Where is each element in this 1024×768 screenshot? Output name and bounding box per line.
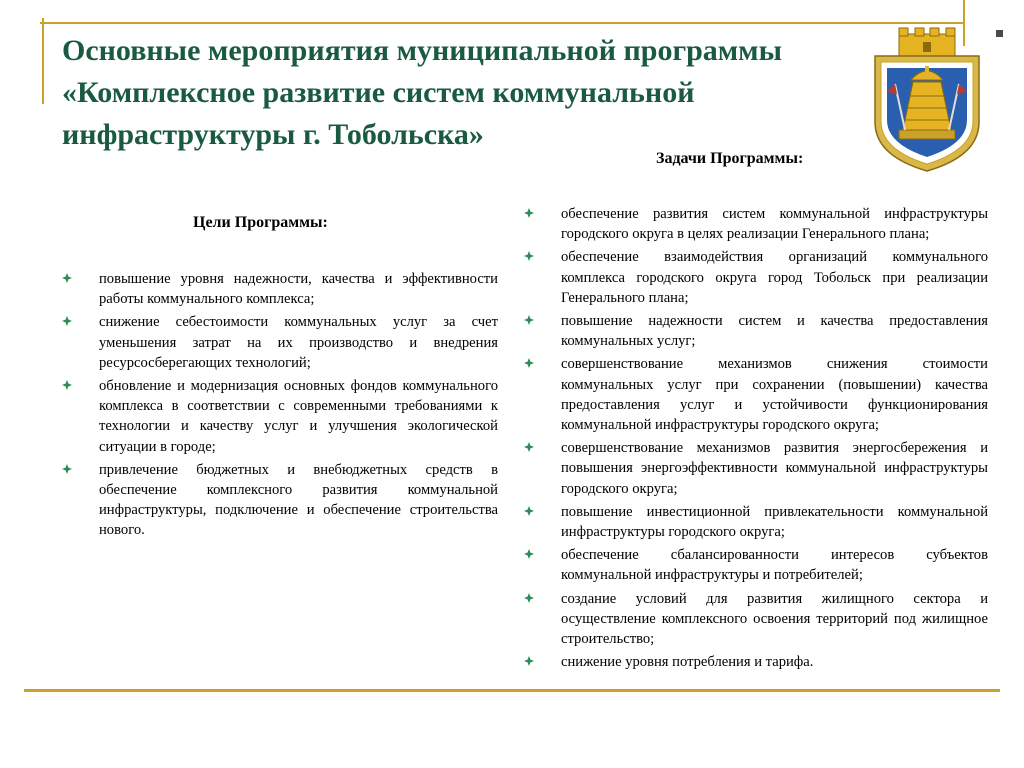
goal-item-text: снижение себестоимости коммунальных услуг за счет уменьшения затрат на их производство и внедрения ресурсосберегающих технологий; <box>99 314 498 371</box>
page-title <box>62 30 892 156</box>
task-item <box>524 502 988 542</box>
diamond-bullet-icon <box>62 464 72 474</box>
diamond-bullet-icon <box>62 273 72 283</box>
goal-item <box>62 312 498 373</box>
title-line-2: «Комплексное развитие систем коммунальной <box>62 76 695 109</box>
corner-mark <box>996 30 1003 37</box>
task-item <box>524 652 988 672</box>
task-item <box>524 311 988 351</box>
tasks-heading: Задачи Программы: <box>656 150 804 167</box>
diamond-bullet-icon <box>62 316 72 326</box>
goal-item <box>62 269 498 309</box>
task-item <box>524 545 988 585</box>
tasks-list <box>524 204 988 675</box>
goal-item <box>62 376 498 457</box>
goal-item-text: обновление и модернизация основных фондов коммунального комплекса в соответствии с современными требованиями к технологии и качеству услуг и улучшения экологической ситуации в городе; <box>99 378 498 455</box>
diamond-bullet-icon <box>62 380 72 390</box>
task-item-text: повышение надежности систем и качества предоставления коммунальных услуг; <box>561 313 988 350</box>
diamond-bullet-icon <box>524 593 534 603</box>
title-line-1: Основные мероприятия муниципальной программы <box>62 34 783 67</box>
task-item-text: обеспечение взаимодействия организаций коммунального комплекса городского округа город Тобольск при реализации Генерального плана; <box>561 249 988 306</box>
task-item <box>524 247 988 308</box>
task-item <box>524 589 988 650</box>
diamond-bullet-icon <box>524 656 534 666</box>
task-item <box>524 354 988 435</box>
task-item-text: обеспечение развития систем коммунальной инфраструктуры городского округа в целях реализации Генерального плана; <box>561 206 988 243</box>
frame-left-rule <box>42 18 44 104</box>
diamond-bullet-icon <box>524 442 534 452</box>
task-item <box>524 438 988 499</box>
diamond-bullet-icon <box>524 549 534 559</box>
diamond-bullet-icon <box>524 251 534 261</box>
goal-item <box>62 460 498 541</box>
frame-bottom-rule <box>24 689 1000 692</box>
task-item-text: создание условий для развития жилищного сектора и осуществление комплексного освоения территорий под жилищное строительство; <box>561 590 988 648</box>
diamond-bullet-icon <box>524 208 534 218</box>
title-line-3: инфраструктуры г. Тобольска» <box>62 118 484 151</box>
goal-item-text: повышение уровня надежности, качества и эффективности работы коммунального комплекса; <box>99 271 498 308</box>
task-item-text: снижение уровня потребления и тарифа. <box>561 654 814 671</box>
task-item-text: совершенствование механизмов развития энергосбережения и повышения энергоэффективности коммунальной инфраструктуры городского округа; <box>561 440 988 497</box>
goals-heading: Цели Программы: <box>193 214 328 231</box>
diamond-bullet-icon <box>524 315 534 325</box>
tobolsk-coat-of-arms-icon <box>869 26 985 174</box>
frame-top-rule <box>40 22 964 24</box>
goals-list <box>62 269 498 544</box>
diamond-bullet-icon <box>524 506 534 516</box>
task-item-text: обеспечение сбалансированности интересов субъектов коммунальной инфраструктуры и потребителей; <box>561 547 988 584</box>
task-item-text: совершенствование механизмов снижения стоимости коммунальных услуг при сохранении (повышении) качества предоставления услуг и устойчивости функционирования коммунальной инфраструктуры городского округа; <box>561 356 988 434</box>
diamond-bullet-icon <box>524 358 534 368</box>
task-item <box>524 204 988 244</box>
task-item-text: повышение инвестиционной привлекательности коммунальной инфраструктуры городского округа; <box>561 503 988 541</box>
goal-item-text: привлечение бюджетных и внебюджетных средств в обеспечение комплексного развития коммунальной инфраструктуры, подключение и обеспечение строительства нового. <box>99 461 498 539</box>
